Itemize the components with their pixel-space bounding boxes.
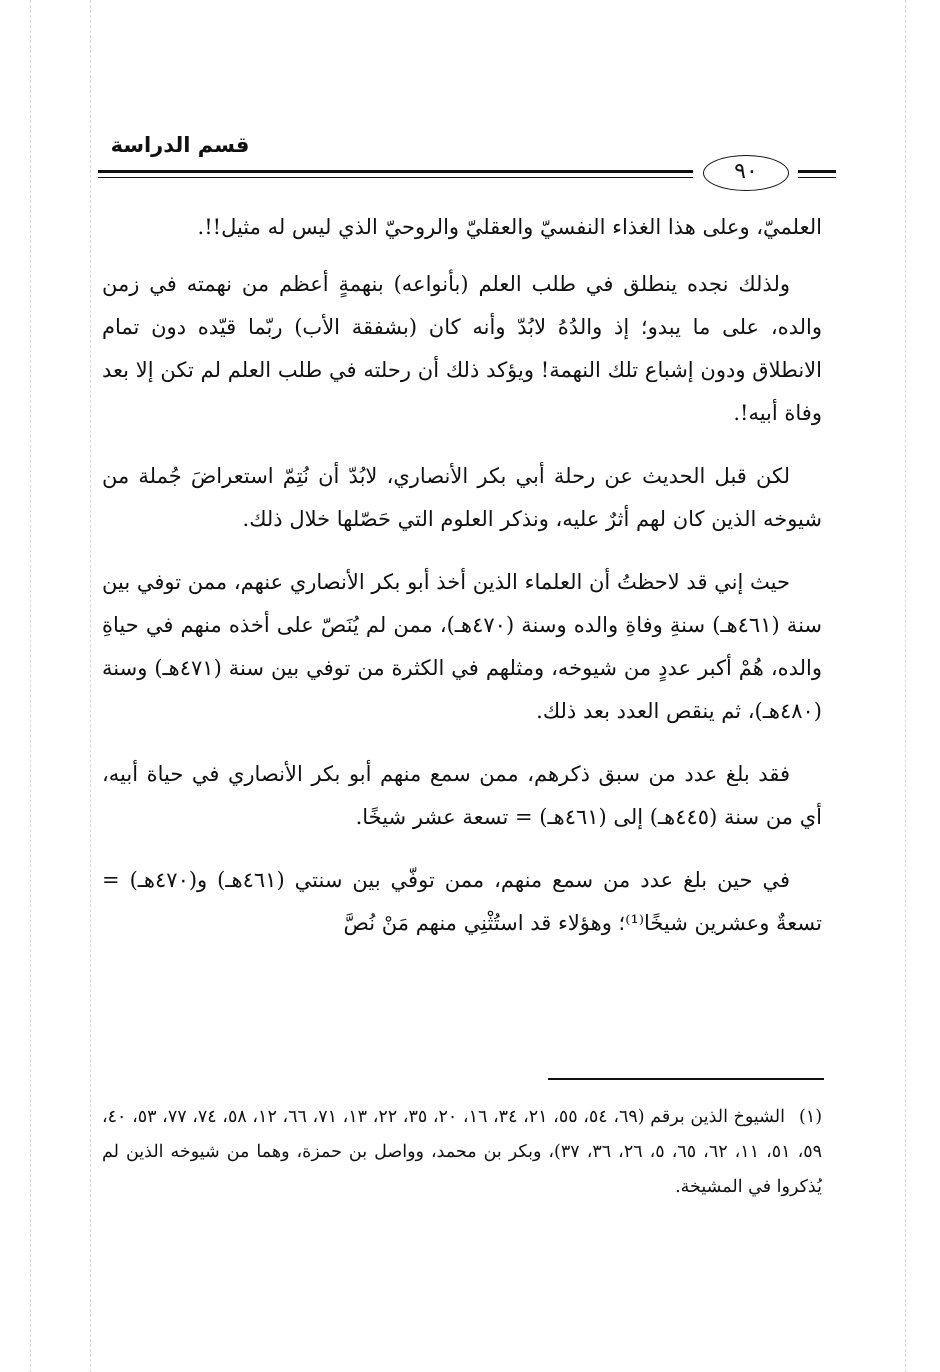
header-rule bbox=[98, 170, 693, 178]
header-rule-short bbox=[798, 170, 836, 178]
scan-guide-line bbox=[90, 0, 91, 1372]
paragraph: حيث إني قد لاحظتُ أن العلماء الذين أخذ أبو بكر الأنصاري عنهم، ممن توفي بين سنة (٤٦١هـ) سنةِ وفاةِ والده وسنة (٤٧٠هـ)، ممن لم يُنَصّ على أخذه منهم في حياةِ والده، هُمْ أكبر عددٍ من شيوخه، ومثلهم في الكثرة من توفي بين سنة (٤٧١هـ) وسنة (٤٨٠هـ)، ثم ينقص العدد بعد ذلك. bbox=[102, 570, 822, 723]
paragraph: لكن قبل الحديث عن رحلة أبي بكر الأنصاري، لابُدّ أن نُتِمّ استعراضَ جُملة من شيوخه الذين كان لهم أثرٌ عليه، ونذكر العلوم التي حَصّلها خلال ذلك. bbox=[102, 464, 822, 531]
scan-guide-line bbox=[905, 0, 906, 1372]
paragraph: فقد بلغ عدد من سبق ذكرهم، ممن سمع منهم أبو بكر الأنصاري في حياة أبيه، أي من سنة (٤٤٥هـ) إلى (٤٦١هـ) = تسعة عشر شيخًا. bbox=[102, 762, 822, 829]
footnote-text: الشيوخ الذين برقم (٦٩، ٥٤، ٥٥، ٢١، ٣٤، ١٦، ٢٠، ٣٥، ٢٢، ١٣، ٧١، ٦٦، ١٢، ٥٨، ٧٤، ٧٧، ٥٣، ٤٠، ٥٩، ٥١، ١١، ٦٢، ٦٥، ٥، ٢٦، ٣٦، ٣٧)، وبكر بن محمد، وواصل بن حمزة، وهما من شيوخه الذين لم يُذكروا في المشيخة. bbox=[102, 1107, 823, 1197]
paragraph: ولذلك نجده ينطلق في طلب العلم (بأنواعه) بنهمةٍ أعظم من نهمته في زمن والده، على ما يبدو؛ إذ والدُهُ لابُدّ وأنه كان (بشفقة الأب) ربّما قيّده دون تمام الانطلاق ودون إشباع تلك النهمة! ويؤكد ذلك أن رحلته في طلب العلم لم تكن إلا بعد وفاة أبيه!. bbox=[102, 272, 822, 425]
paragraph: العلميّ، وعلى هذا الغذاء النفسيّ والعقليّ والروحيّ الذي ليس له مثيل!!. bbox=[197, 215, 822, 239]
footnote-marker: (١) bbox=[798, 1107, 823, 1127]
footnote bbox=[102, 1100, 822, 1205]
body-text bbox=[102, 206, 822, 965]
section-title: قسم الدراسة bbox=[110, 133, 250, 157]
scan-guide-line bbox=[30, 0, 31, 1372]
page-number: ٩٠ bbox=[703, 155, 789, 191]
footnote-separator bbox=[548, 1078, 824, 1080]
paragraph: في حين بلغ عدد من سمع منهم، ممن توفّي بين سنتي (٤٦١هـ) و(٤٧٠هـ) = تسعةٌ وعشرين شيخًا⁽¹⁾؛ وهؤلاء قد استُثْنِي منهم مَنْ نُصَّ bbox=[102, 868, 822, 935]
